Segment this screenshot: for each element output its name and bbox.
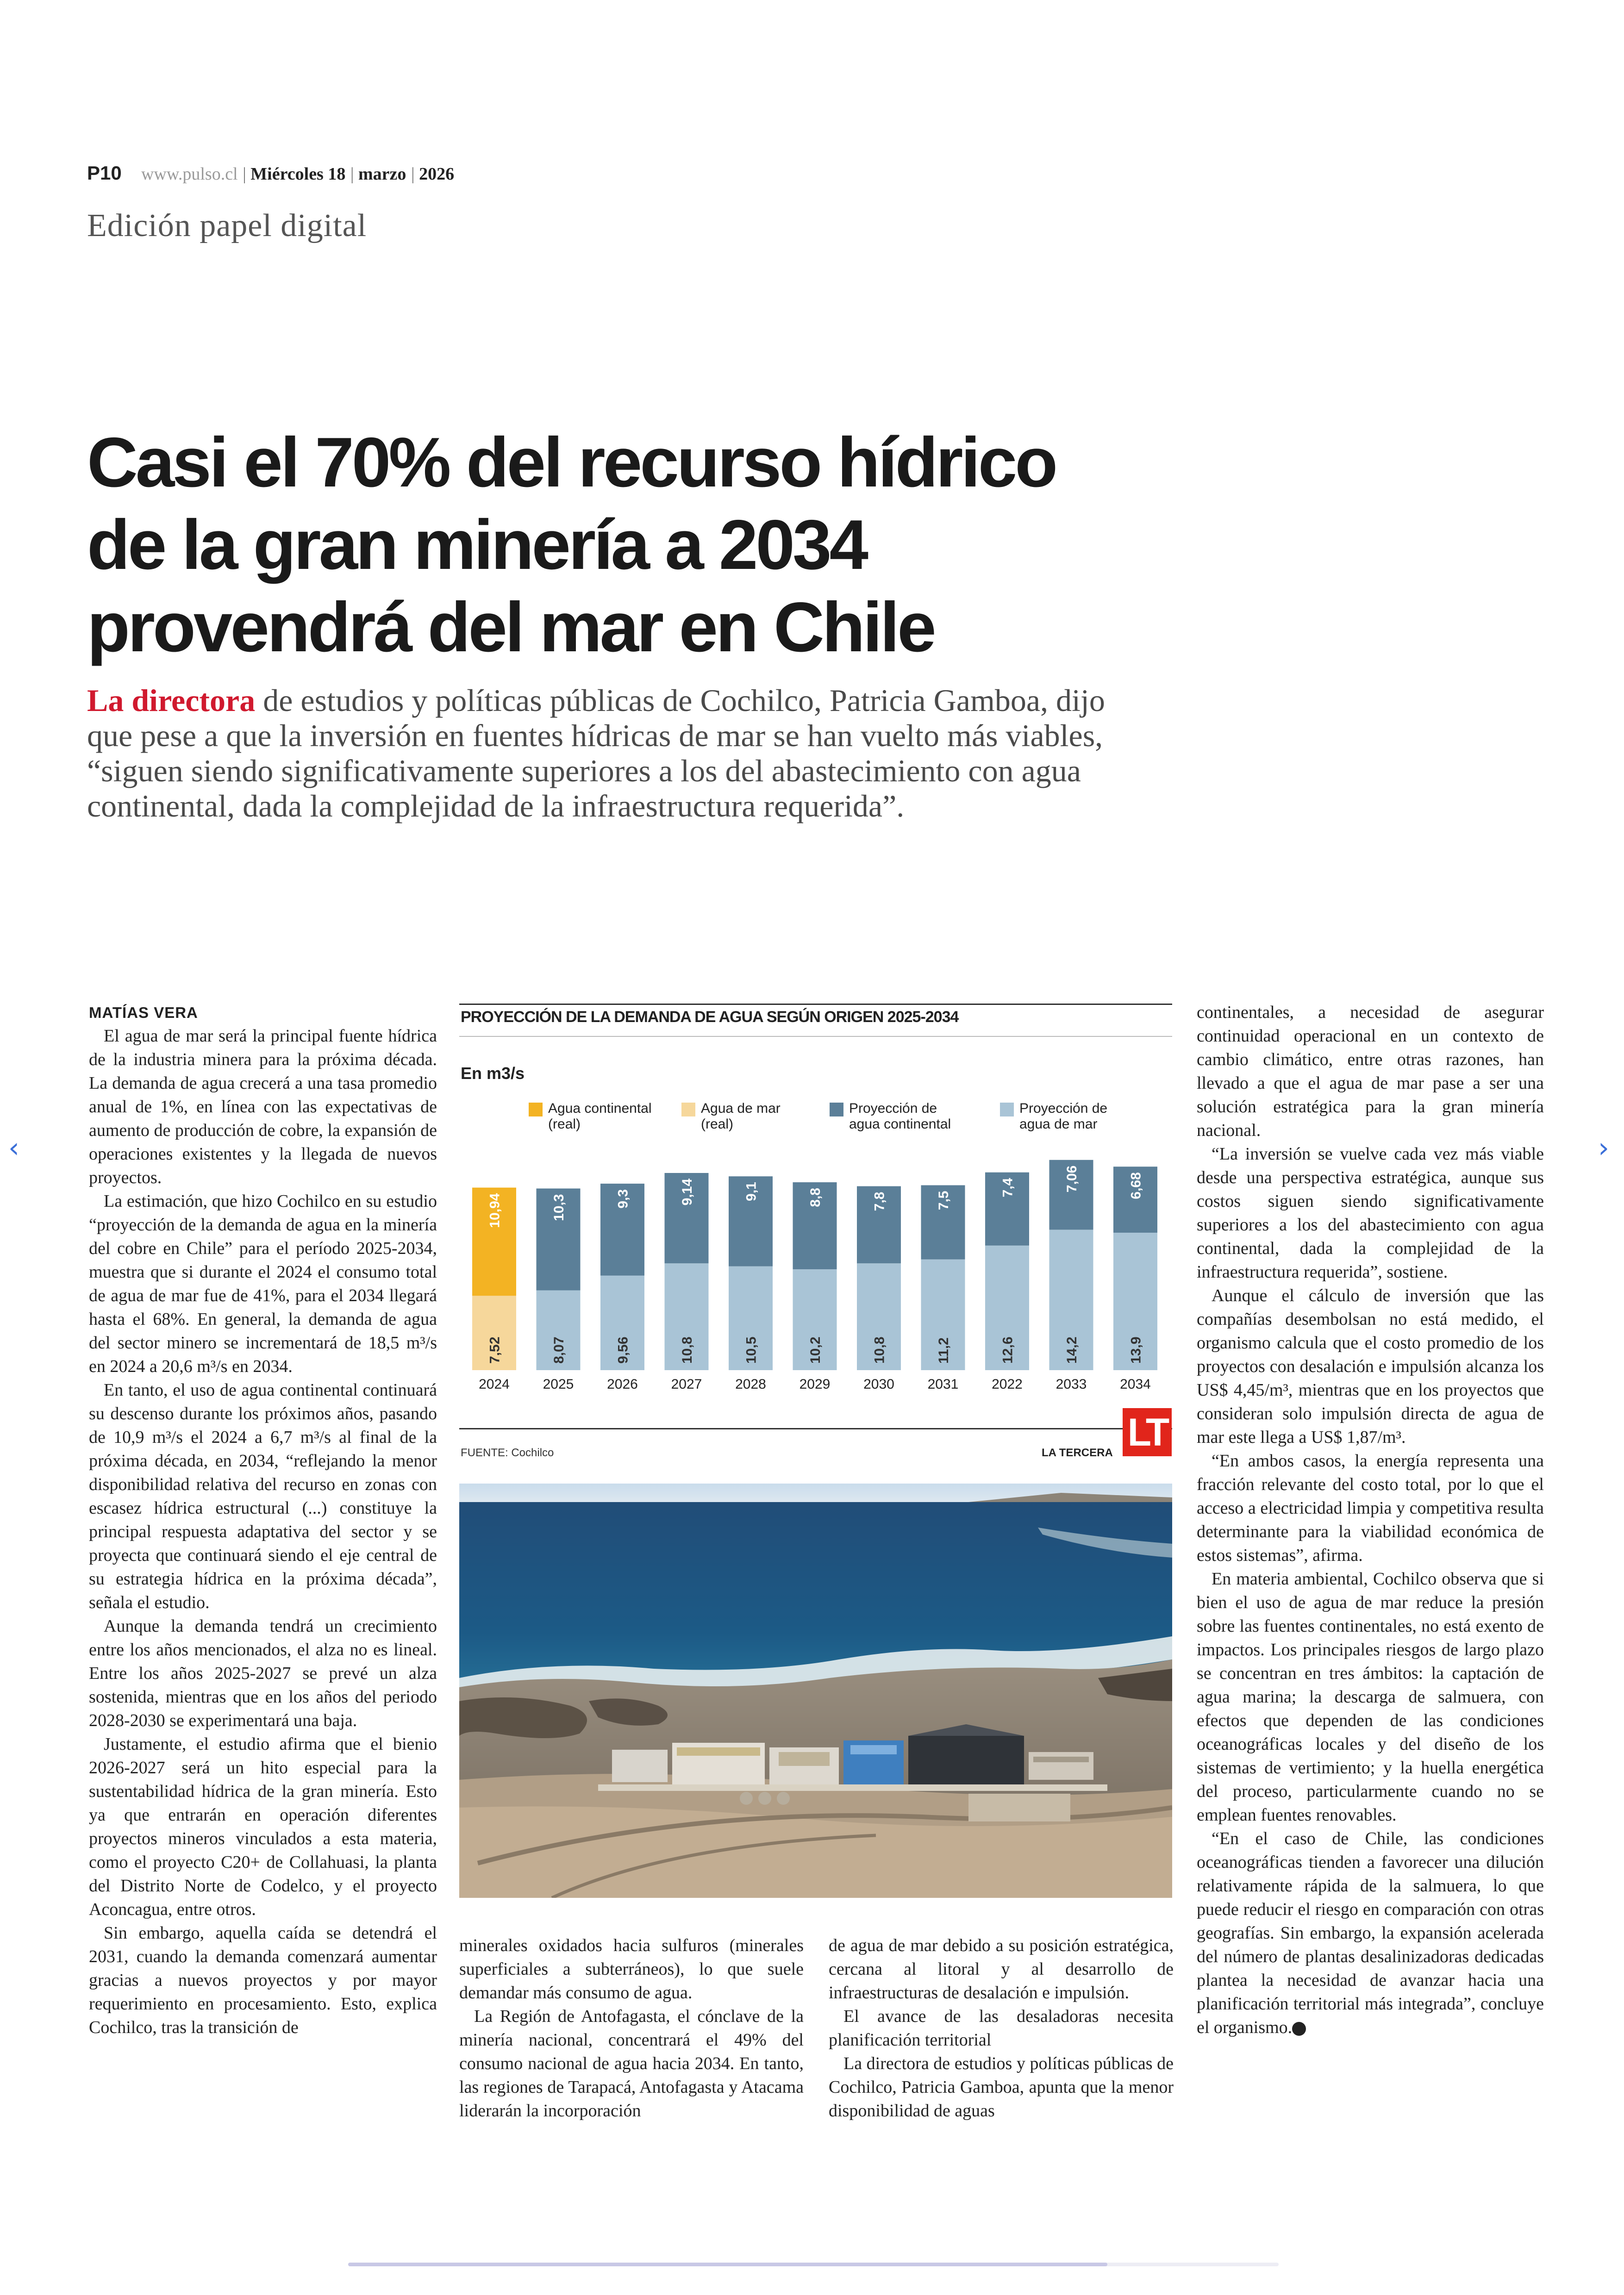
bar-value-label: 7,8 bbox=[872, 1191, 887, 1211]
paragraph: Aunque el cálculo de inversión que las compañías desembolsan no está medido, el organismo calcula que el costo promedio de los proyectos con desalación e impulsión alcanza los US$ 4,45/m³, mientras que en los proyectos que consideran solo impulsión directa de agua de mar este llega a US$ 1,87/m³. bbox=[1197, 1286, 1544, 1447]
bar-value-label: 14,2 bbox=[1064, 1336, 1080, 1364]
paragraph bbox=[1197, 1827, 1544, 2039]
paragraph: “En ambos casos, la energía representa una fracción relevante del costo total, por lo que el acceso a electricidad limpia y competitiva resulta determinante para la viabilidad económica de estos sistemas”, afirma. bbox=[1197, 1451, 1544, 1565]
paragraph: En tanto, el uso de agua continental continuará su descenso durante los próximos años, pasando de 10,9 m³/s el 2024 a 6,7 m³/s al final de la próxima década, en 2034, “reflejando la menor disponibilidad relativa del recurso en zonas con escasez hídrica estructural (...) constituye la principal respuesta adaptativa del sector y se proyecta que continuará siendo el eje central de su estrategia hídrica en la próxima década”, señala el estudio. bbox=[89, 1380, 437, 1612]
chart-title: PROYECCIÓN DE LA DEMANDA DE AGUA SEGÚN ORIGEN 2025-2034 bbox=[461, 1008, 959, 1026]
x-tick-label: 2026 bbox=[607, 1377, 638, 1392]
bar-value-label: 8,07 bbox=[551, 1336, 567, 1364]
legend-swatch bbox=[529, 1103, 543, 1116]
subheading: El avance de las desaladoras necesita planificación territorial bbox=[829, 2007, 1174, 2050]
bar-value-label: 7,5 bbox=[936, 1191, 951, 1210]
bar-value-label: 10,5 bbox=[743, 1336, 759, 1364]
article-column-1 bbox=[89, 1001, 437, 2039]
x-tick-label: 2030 bbox=[863, 1377, 894, 1392]
bar-value-label: 9,14 bbox=[680, 1179, 695, 1206]
chart-top-rule bbox=[459, 1004, 1172, 1005]
edition-label: Edición papel digital bbox=[87, 208, 367, 243]
water-demand-chart bbox=[459, 1092, 1172, 1416]
bar-value-label: 13,9 bbox=[1128, 1336, 1144, 1364]
paragraph: continentales, a necesidad de asegurar continuidad operacional en un contexto de cambio climático, entre otras razones, han llevado a que el agua de mar pase a ser una solución estratégica para la gran minería nacional. bbox=[1197, 1003, 1544, 1140]
paragraph: “La inversión se vuelve cada vez más viable desde una perspectiva estratégica, aunque sus costos siguen siendo significativamente superiores a los del abastecimiento con agua continental, dada la complejidad de la infraestructura requerida”, sostiene. bbox=[1197, 1144, 1544, 1282]
bar-value-label: 9,3 bbox=[615, 1189, 631, 1209]
legend-label: agua continental bbox=[849, 1116, 951, 1132]
headline bbox=[87, 421, 1198, 668]
chart-title-rule bbox=[459, 1036, 1172, 1037]
paragraph-text: “En el caso de Chile, las condiciones oceanográficas tienden a favorecer una dilución relativamente rápida de la salmuera, lo que puede reducir el riesgo en comparación con otras geografías. Sin embargo, la expansión acelerada del número de plantas desalinizadoras dedicadas plantea la necesidad de avanzar hacia una planificación territorial más integrada”, concluye el organismo. bbox=[1197, 1829, 1544, 2037]
la-tercera-logo: LT bbox=[1123, 1408, 1172, 1456]
scrollbar-thumb[interactable] bbox=[348, 2263, 1107, 2266]
bar-value-label: 10,8 bbox=[680, 1336, 695, 1364]
chart-source: FUENTE: Cochilco bbox=[461, 1447, 554, 1459]
article-column-2 bbox=[459, 1934, 804, 2123]
paragraph: En materia ambiental, Cochilco observa que si bien el uso de agua de mar reduce la presión sobre las fuentes continentales, no está exento de impactos. Los principales riesgos de largo plazo se concentran en tres ámbitos: la captación de agua marina; la descarga de salmuera, con efectos que dependen de las condiciones oceanográficas locales y del diseño de los sistemas de vertimiento; y la huella energética del proceso, particularmente cuando no se emplean fuentes renovables. bbox=[1197, 1569, 1544, 1825]
paragraph: minerales oxidados hacia sulfuros (minerales superficiales a subterráneos), lo que suele demandar más consumo de agua. bbox=[459, 1936, 804, 2002]
deck-text: de estudios y políticas públicas de Cochilco, Patricia Gamboa, dijo que pese a que la inversión en fuentes hídricas de mar se han vuelto más viables, “siguen siendo significativamente superiores a los del abastecimiento con agua continental, dada la complejidad de la infraestructura requerida”. bbox=[87, 683, 1105, 823]
date-year: 2026 bbox=[419, 164, 455, 184]
end-mark-icon: P bbox=[1292, 2022, 1306, 2036]
x-tick-label: 2028 bbox=[735, 1377, 766, 1392]
byline: MATÍAS VERA bbox=[89, 1004, 198, 1021]
page-number: P10 bbox=[87, 162, 122, 184]
chart-legend bbox=[529, 1101, 1107, 1132]
article-column-3 bbox=[829, 1934, 1174, 2123]
bar-value-label: 10,8 bbox=[872, 1336, 887, 1364]
next-page-icon[interactable]: › bbox=[1598, 1132, 1609, 1164]
paragraph: El agua de mar será la principal fuente hídrica de la industria minera para la próxima década. La demanda de agua crecerá a una tasa promedio anual de 1%, en línea con las expectativas de aumento de producción de cobre, la expansión de operaciones existentes y la llegada de nuevos proyectos. bbox=[89, 1026, 437, 1187]
deck-lead: La directora bbox=[87, 683, 256, 718]
legend-swatch bbox=[1000, 1103, 1014, 1116]
paragraph: Justamente, el estudio afirma que el bienio 2026-2027 será un hito especial para la sustentabilidad hídrica de la gran minería. Esto ya que entrarán en operación diferentes proyectos mineros vinculados a esta materia, como el proyecto C20+ de Collahuasi, la planta del Distrito Norte de Codelco, y el proyecto Aconcagua, entre otros. bbox=[89, 1734, 437, 1919]
legend-label: Agua de mar bbox=[701, 1101, 781, 1116]
date-day: Miércoles 18 bbox=[250, 164, 346, 184]
bar-value-label: 11,2 bbox=[936, 1337, 951, 1364]
headline-line: Casi el 70% del recurso hídrico bbox=[87, 423, 1056, 502]
headline-line: de la gran minería a 2034 bbox=[87, 505, 867, 584]
legend-swatch bbox=[681, 1103, 695, 1116]
bar-value-label: 7,4 bbox=[1000, 1178, 1016, 1197]
bar-value-label: 8,8 bbox=[808, 1188, 823, 1207]
x-tick-label: 2029 bbox=[799, 1377, 831, 1392]
legend-label: Proyección de bbox=[849, 1101, 937, 1116]
page-header: P10 www.pulso.cl | Miércoles 18 | marzo | 2026 bbox=[87, 162, 455, 184]
bar-value-label: 10,3 bbox=[551, 1194, 567, 1221]
chart-unit-label: En m3/s bbox=[461, 1064, 525, 1083]
desalination-plant-photo bbox=[459, 1484, 1172, 1898]
bar-value-label: 6,68 bbox=[1128, 1172, 1144, 1199]
x-tick-label: 2025 bbox=[543, 1377, 574, 1392]
bar-value-label: 7,52 bbox=[487, 1336, 503, 1364]
x-tick-label: 2031 bbox=[927, 1377, 959, 1392]
paragraph: La estimación, que hizo Cochilco en su estudio “proyección de la demanda de agua en la minería del cobre en Chile” para el período 2025-2034, muestra que si durante el 2024 el consumo total de agua de mar fue de 41%, para el 2034 llegará hasta el 68%. En general, la demanda de agua del sector minero se incrementará de 18,5 m³/s en 2024 a 20,6 m³/s en 2034. bbox=[89, 1191, 437, 1376]
legend-label: (real) bbox=[548, 1116, 581, 1132]
date-month: marzo bbox=[358, 164, 406, 184]
paragraph: Sin embargo, aquella caída se detendrá el 2031, cuando la demanda comenzará aumentar gracias a nuevos proyectos y por mayor requerimiento en procesamiento. Esto, explica Cochilco, tras la transición de bbox=[89, 1923, 437, 2037]
paragraph: La directora de estudios y políticas públicas de Cochilco, Patricia Gamboa, apunta que la menor disponibilidad de aguas bbox=[829, 2054, 1174, 2120]
bar-value-label: 12,6 bbox=[1000, 1336, 1016, 1364]
paragraph: La Región de Antofagasta, el cónclave de la minería nacional, concentrará el 49% del consumo nacional de agua hacia 2034. En tanto, las regiones de Tarapacá, Antofagasta y Atacama liderarán la incorporación bbox=[459, 2007, 804, 2120]
chart-bottom-rule bbox=[459, 1428, 1172, 1429]
legend-swatch bbox=[830, 1103, 843, 1116]
bar-value-label: 7,06 bbox=[1064, 1165, 1080, 1193]
paragraph: Aunque la demanda tendrá un crecimiento entre los años mencionados, el alza no es lineal. Entre los años 2025-2027 se prevé un alza sostenida, mientras que en los años del periodo 2028-2030 se experimentará una baja. bbox=[89, 1616, 437, 1730]
bar-value-label: 9,1 bbox=[743, 1182, 759, 1201]
bar-value-label: 9,56 bbox=[615, 1336, 631, 1364]
bar-value-label: 10,2 bbox=[808, 1336, 823, 1364]
x-tick-label: 2033 bbox=[1056, 1377, 1087, 1392]
previous-page-icon[interactable]: ‹ bbox=[8, 1132, 19, 1164]
bar-value-label: 10,94 bbox=[487, 1193, 503, 1228]
x-tick-label: 2022 bbox=[992, 1377, 1023, 1392]
deck bbox=[87, 683, 1152, 823]
x-tick-label: 2027 bbox=[671, 1377, 702, 1392]
legend-label: agua de mar bbox=[1019, 1116, 1098, 1132]
x-tick-label: 2024 bbox=[479, 1377, 510, 1392]
legend-label: (real) bbox=[701, 1116, 734, 1132]
paragraph: de agua de mar debido a su posición estratégica, cercana al litoral y al desarrollo de infraestructuras de desalación e impulsión. bbox=[829, 1936, 1174, 2002]
x-tick-label: 2034 bbox=[1120, 1377, 1151, 1392]
coastal-plant-illustration bbox=[459, 1484, 1172, 1898]
legend-label: Proyección de bbox=[1019, 1101, 1108, 1116]
legend-label: Agua continental bbox=[548, 1101, 652, 1116]
article-column-4 bbox=[1197, 1001, 1544, 2039]
headline-line: provendrá del mar en Chile bbox=[87, 588, 934, 667]
chart-publisher: LA TERCERA bbox=[1042, 1447, 1113, 1459]
site-url[interactable]: www.pulso.cl bbox=[141, 164, 238, 184]
